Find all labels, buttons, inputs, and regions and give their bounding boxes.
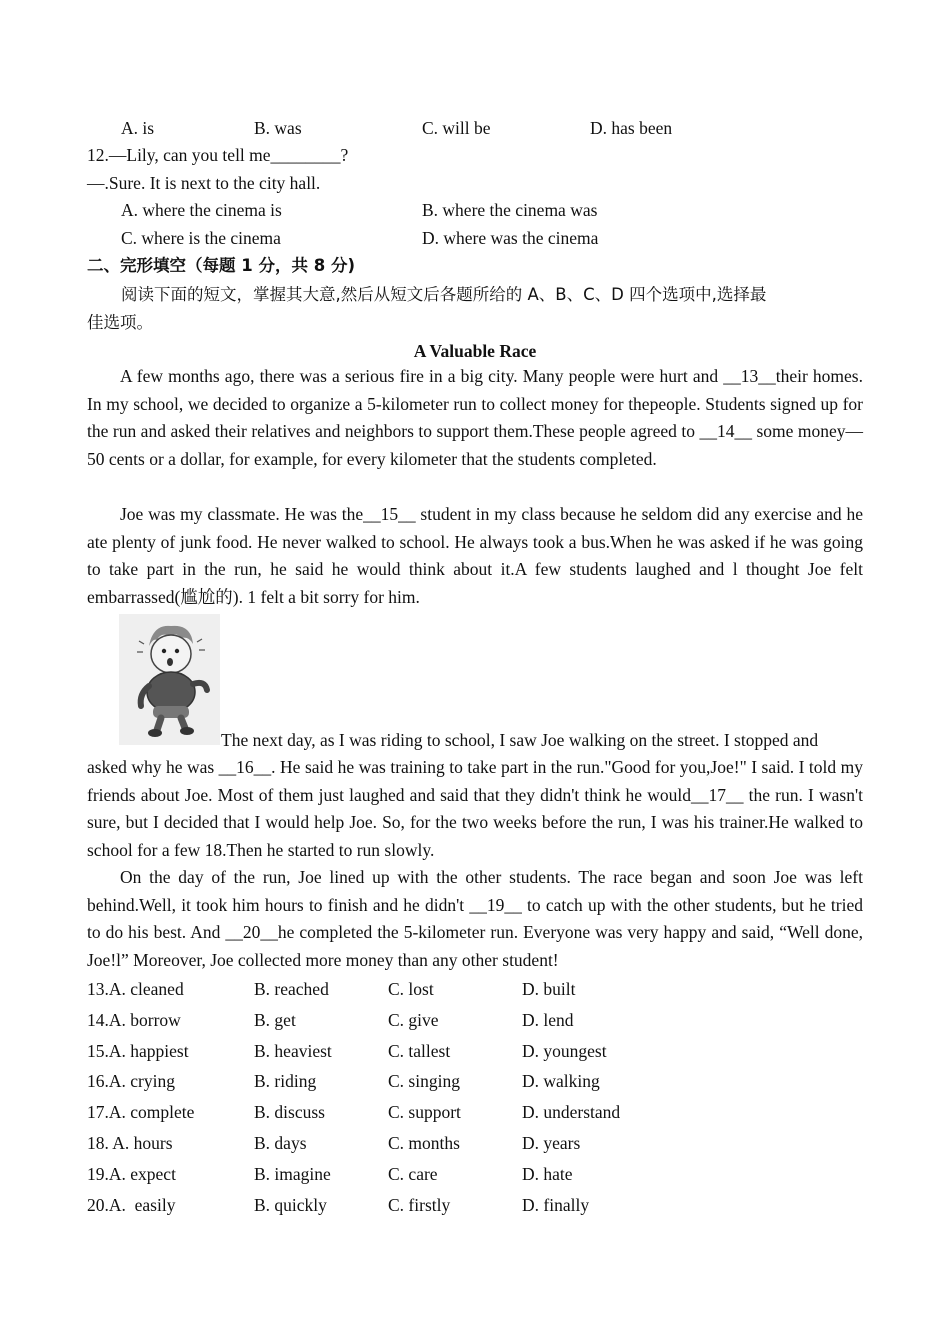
q12-option-b: B. where the cinema was — [422, 200, 598, 220]
running-boy-image — [119, 614, 220, 745]
question-20-option-b: B. quickly — [254, 1195, 327, 1215]
q12-option-c: C. where is the cinema — [121, 228, 281, 248]
question-13-option-c: C. lost — [388, 979, 434, 999]
question-18-option-a: 18. A. hours — [87, 1133, 173, 1153]
question-13-option-d: D. built — [522, 979, 576, 999]
question-18-option-b: B. days — [254, 1133, 307, 1153]
q12-reply: —.Sure. It is next to the city hall. — [87, 173, 321, 193]
paragraph-1-text: A few months ago, there was a serious fire in a big city. Many people were hurt and __13__their homes. In my school, we decided to organize a 5-kilometer run to collect money for thepeople. Students signed up for the run and asked their relatives and neighbors to support them.These people agreed to __14__ some money—50 cents or a dollar, for example, for every kilometer that the students completed. — [87, 366, 863, 469]
q12-option-a: A. where the cinema is — [121, 200, 282, 220]
question-15-option-b: B. heaviest — [254, 1041, 332, 1061]
question-19-option-c: C. care — [388, 1164, 438, 1184]
passage-title: A Valuable Race — [413, 341, 537, 361]
question-15-option-c: C. tallest — [388, 1041, 451, 1061]
question-19-option-b: B. imagine — [254, 1164, 331, 1184]
question-17-option-d: D. understand — [522, 1102, 621, 1122]
paragraph-4-text: On the day of the run, Joe lined up with the other students. The race began and soon Joe was left behind.Well, it took him hours to finish and he didn't __19__ to catch up with the other students, but he tried to do his best. And __20__he completed the 5-kilometer run. Everyone was very happy and said, “Well done, Joe!l” Moreover, Joe collected more money than any other student! — [87, 867, 863, 970]
question-16-option-b: B. riding — [254, 1071, 317, 1091]
question-19-option-d: D. hate — [522, 1164, 573, 1184]
section-instruction-line1: 阅读下面的短文，掌握其大意,然后从短文后各题所给的 A、B、C、D 四个选项中,选择最 — [121, 285, 767, 304]
question-16-option-a: 16.A. crying — [87, 1071, 175, 1091]
question-14-option-a: 14.A. borrow — [87, 1010, 181, 1030]
q11-option-b: B. was — [254, 118, 302, 138]
question-17-option-b: B. discuss — [254, 1102, 325, 1122]
question-19-option-a: 19.A. expect — [87, 1164, 176, 1184]
paragraph-2-text: Joe was my classmate. He was the__15__ student in my class because he seldom did any exercise and he ate plenty of junk food. He never walked to school. He always took a bus.When he was asked if he was going to take part in the run, he said he would think about it.A few students laughed and l thought Joe felt embarrassed(尴尬的). 1 felt a bit sorry for him. — [87, 504, 863, 607]
section-instruction-line2: 佳选项。 — [87, 313, 153, 332]
question-14-option-b: B. get — [254, 1010, 296, 1030]
passage-paragraph-3: asked why he was __16__. He said he was training to take part in the run."Good for you,Joe!" I said. I told my friends about Joe. Most of them just laughed and said that they didn't think he would__17__ the run. I wasn't sure, but I decided that I would help Joe. So, for the two weeks before the run, I was his trainer.He walked to school for a few 18.Then he started to run slowly. — [87, 757, 863, 860]
boy-illustration — [119, 614, 220, 745]
question-17-option-c: C. support — [388, 1102, 461, 1122]
question-14-option-c: C. give — [388, 1010, 439, 1030]
question-18-option-c: C. months — [388, 1133, 460, 1153]
question-13-option-b: B. reached — [254, 979, 329, 999]
section-heading: 二、完形填空（每题 1 分，共 8 分) — [87, 256, 355, 275]
question-13-option-a: 13.A. cleaned — [87, 979, 184, 999]
q11-option-c: C. will be — [422, 118, 491, 138]
q11-option-a: A. is — [121, 118, 155, 138]
question-16-option-c: C. singing — [388, 1071, 460, 1091]
passage-paragraph-4 — [87, 864, 863, 974]
question-20-option-c: C. firstly — [388, 1195, 451, 1215]
q11-option-d: D. has been — [590, 118, 673, 138]
passage-paragraph-2 — [87, 501, 863, 611]
question-16-option-d: D. walking — [522, 1071, 600, 1091]
question-14-option-d: D. lend — [522, 1010, 574, 1030]
passage-paragraph-1 — [87, 363, 863, 473]
question-20-option-d: D. finally — [522, 1195, 590, 1215]
question-15-option-d: D. youngest — [522, 1041, 607, 1061]
question-15-option-a: 15.A. happiest — [87, 1041, 189, 1061]
question-17-option-a: 17.A. complete — [87, 1102, 195, 1122]
q12-option-d: D. where was the cinema — [422, 228, 599, 248]
paragraph-3-first-line: The next day, as I was riding to school, I saw Joe walking on the street. I stopped and — [221, 730, 819, 750]
question-20-option-a: 20.A. easily — [87, 1195, 176, 1215]
question-18-option-d: D. years — [522, 1133, 581, 1153]
q12-stem: 12.—Lily, can you tell me________? — [87, 145, 349, 165]
